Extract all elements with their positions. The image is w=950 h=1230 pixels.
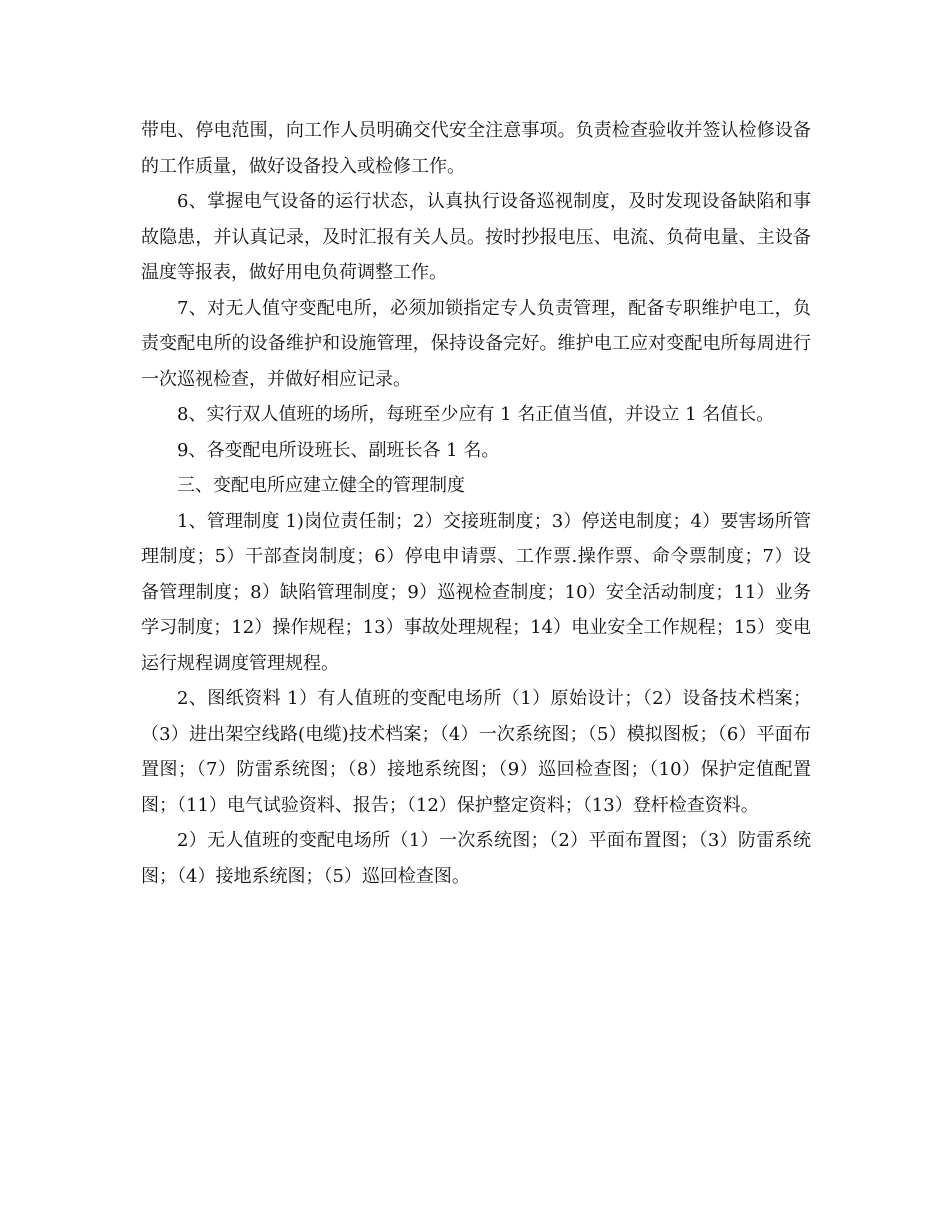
paragraph-drawings-unstaffed: 2）无人值班的变配电场所（1）一次系统图；（2）平面布置图；（3）防雷系统图；（4）接地系统图；（5）巡回检查图。 xyxy=(141,830,811,887)
paragraph-item-9: 9、各变配电所设班长、副班长各 1 名。 xyxy=(177,439,500,461)
paragraph-item-7: 7、对无人值守变配电所，必须加锁指定专人负责管理，配备专职维护电工，负责变配电所的设备维护和设施管理，保持设备完好。维护电工应对变配电所每周进行一次巡视检查，并做好相应记录。 xyxy=(141,297,811,390)
paragraph-drawings-staffed: 2、图纸资料 1）有人值班的变配电场所（1）原始设计；（2）设备技术档案；（3）进出架空线路(电缆)技术档案；（4）一次系统图；（5）模拟图板；（6）平面布置图；（7）防雷系统图；（8）接地系统图；（9）巡回检查图；（10）保护定值配置图；（11）电气试验资料、报告；（12）保护整定资料；（13）登杆检查资料。 xyxy=(141,688,811,816)
paragraph-management-rules: 1、管理制度 1)岗位责任制；2）交接班制度；3）停送电制度；4）要害场所管理制度；5）干部查岗制度；6）停电申请票、工作票.操作票、命令票制度；7）设备管理制度；8）缺陷管理制度；9）巡视检查制度；10）安全活动制度；11）业务学习制度；12）操作规程；13）事故处理规程；14）电业安全工作规程；15）变电运行规程调度管理规程。 xyxy=(141,510,811,674)
document-body xyxy=(141,113,811,894)
section-heading-3: 三、变配电所应建立健全的管理制度 xyxy=(177,475,465,496)
paragraph-continuation: 带电、停电范围，向工作人员明确交代安全注意事项。负责检查验收并签认检修设备的工作质量，做好设备投入或检修工作。 xyxy=(141,120,811,177)
paragraph-item-6: 6、掌握电气设备的运行状态，认真执行设备巡视制度，及时发现设备缺陷和事故隐患，并认真记录，及时汇报有关人员。按时抄报电压、电流、负荷电量、主设备温度等报表，做好用电负荷调整工作。 xyxy=(141,191,811,283)
paragraph-item-8: 8、实行双人值班的场所，每班至少应有 1 名正值当值，并设立 1 名值长。 xyxy=(177,404,775,425)
